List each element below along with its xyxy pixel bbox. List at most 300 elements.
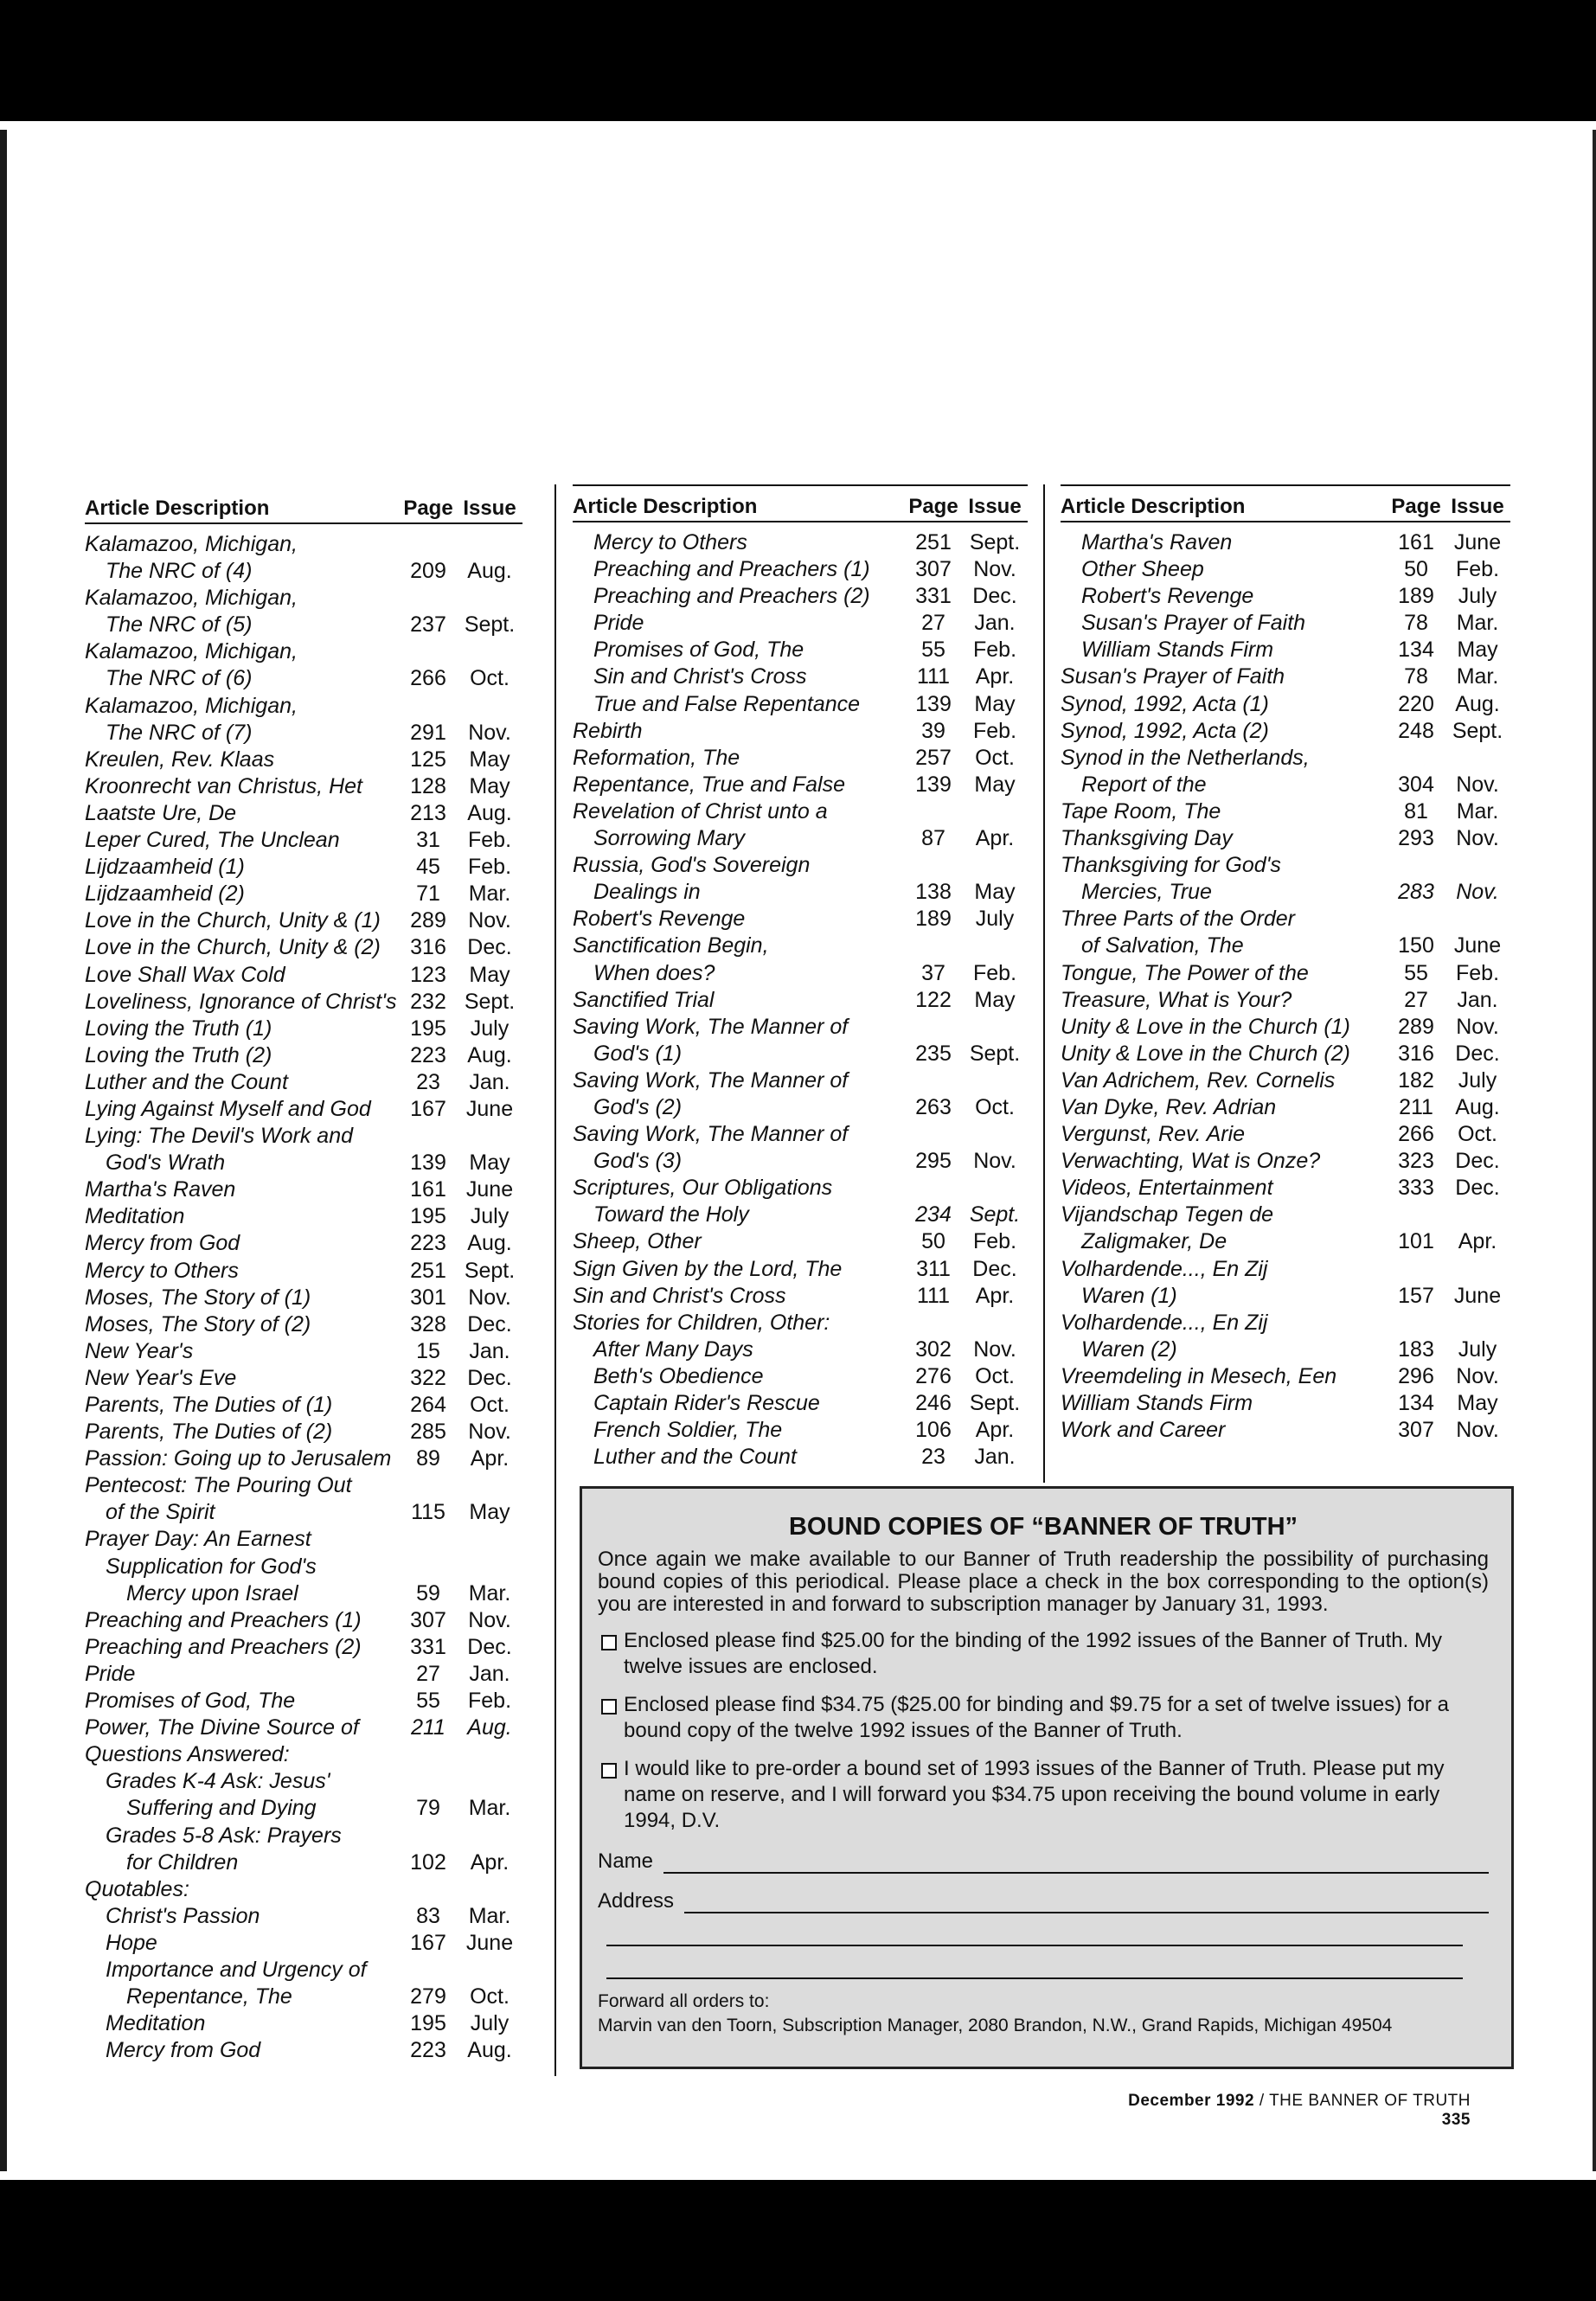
checkbox-option-3[interactable]: [601, 1763, 617, 1779]
entry-issue: [1445, 1202, 1510, 1228]
entry-issue: July: [1458, 1336, 1497, 1362]
entry-issue: Dec.: [467, 1365, 512, 1390]
entry-page: [400, 1823, 457, 1849]
entry-issue: Apr.: [470, 1849, 510, 1875]
entry-issue: [457, 1768, 522, 1795]
entry-page: 264: [410, 1393, 446, 1417]
entry-description: Sorrowing Mary: [593, 826, 746, 851]
entry-issue: Feb.: [467, 1689, 512, 1714]
index-entry: [1061, 1336, 1510, 1363]
index-entry: [85, 854, 522, 881]
index-entry: [85, 1069, 522, 1096]
entry-page: 289: [1398, 1014, 1434, 1039]
entry-page: 331: [410, 1634, 446, 1659]
entry-page: 37: [921, 960, 945, 985]
entry-issue: May: [974, 772, 1016, 797]
index-entry: [85, 800, 522, 827]
footer-date: December 1992: [1128, 2092, 1255, 2110]
entry-page: [400, 693, 457, 720]
index-entry: [85, 1554, 522, 1580]
entry-issue: June: [465, 1930, 514, 1955]
header-page: Page: [908, 495, 958, 518]
entry-description: Preaching and Preachers (1): [85, 1607, 362, 1632]
index-entry: [1061, 1041, 1510, 1067]
index-rows: [573, 529, 1028, 1471]
entry-issue: Mar.: [1456, 664, 1499, 689]
index-rows: [85, 531, 522, 2064]
entry-description: Moses, The Story of (2): [85, 1311, 311, 1336]
entry-issue: [1445, 1256, 1510, 1283]
entry-issue: Aug.: [467, 1715, 512, 1740]
entry-description: New Year's: [85, 1338, 194, 1363]
entry-page: 302: [915, 1336, 952, 1362]
index-entry: [85, 1688, 522, 1715]
entry-issue: May: [974, 880, 1016, 905]
entry-issue: Dec.: [1455, 1041, 1500, 1066]
index-entry: [85, 558, 522, 585]
entry-description: Saving Work, The Manner of: [573, 1067, 849, 1093]
index-entry: [1061, 1310, 1510, 1336]
entry-page: 115: [411, 1500, 445, 1525]
entry-description: Sign Given by the Lord, The: [573, 1256, 843, 1281]
index-entry: [573, 1336, 1028, 1363]
header-description: Article Description: [573, 495, 758, 518]
entry-page: 266: [410, 666, 446, 691]
entry-page: 209: [410, 559, 446, 584]
entry-issue: [457, 1957, 522, 1984]
entry-page: 182: [1398, 1067, 1434, 1093]
index-entry: [85, 1957, 522, 1984]
entry-description: William Stands Firm: [1081, 638, 1274, 663]
entry-issue: [457, 1823, 522, 1849]
entry-page: 23: [416, 1069, 440, 1094]
entry-page: [400, 1876, 457, 1903]
entry-issue: Nov.: [1456, 1363, 1499, 1388]
index-rows: [1061, 529, 1510, 1444]
entry-issue: Feb.: [972, 1229, 1017, 1254]
entry-description: Laatste Ure, De: [85, 800, 237, 825]
entry-page: 220: [1398, 691, 1434, 716]
entry-description: Kalamazoo, Michigan,: [85, 639, 298, 664]
entry-description: Leper Cured, The Unclean: [85, 828, 340, 853]
entry-issue: Apr.: [470, 1446, 510, 1471]
entry-description: Waren (1): [1081, 1283, 1177, 1308]
order-option-3: [598, 1756, 1489, 1834]
index-entry: [573, 1121, 1028, 1148]
entry-page: 45: [416, 855, 440, 880]
entry-issue: Aug.: [467, 559, 512, 584]
index-entry: [1061, 637, 1510, 663]
entry-issue: Nov.: [1456, 826, 1499, 851]
entry-description: Mercy from God: [106, 2038, 261, 2063]
index-entry: [573, 1363, 1028, 1390]
entry-description: Hope: [106, 1930, 157, 1955]
index-entry: [1061, 1417, 1510, 1444]
entry-issue: [962, 852, 1028, 879]
entry-description: Work and Career: [1061, 1418, 1226, 1443]
index-entry: [85, 1795, 522, 1822]
entry-description: Volhardende..., En Zij: [1061, 1256, 1268, 1281]
entry-issue: Nov.: [973, 1336, 1016, 1362]
entry-issue: Sept.: [464, 989, 516, 1014]
entry-page: 79: [416, 1796, 440, 1821]
index-entry: [573, 1228, 1028, 1255]
entry-description: Parents, The Duties of (1): [85, 1393, 333, 1417]
entry-issue: Sept.: [969, 1391, 1021, 1415]
entry-issue: Oct.: [470, 666, 510, 691]
footer-publication: THE BANNER OF TRUTH: [1269, 2092, 1471, 2110]
index-entry: [1061, 610, 1510, 637]
index-entry: [85, 1768, 522, 1795]
entry-page: 111: [916, 664, 950, 689]
entry-issue: Feb.: [972, 960, 1017, 985]
entry-description: Kalamazoo, Michigan,: [85, 693, 298, 718]
entry-description: Synod in the Netherlands,: [1061, 745, 1310, 770]
entry-issue: [962, 1310, 1028, 1336]
entry-page: 301: [410, 1285, 446, 1310]
index-entry: [1061, 1014, 1510, 1041]
index-entry: [85, 934, 522, 961]
index-entry: [573, 610, 1028, 637]
entry-issue: Jan.: [1457, 987, 1498, 1012]
index-entry: [1061, 745, 1510, 772]
entry-page: 27: [921, 611, 945, 636]
entry-description: Suffering and Dying: [126, 1796, 317, 1821]
footer-separator: /: [1254, 2092, 1270, 2110]
entry-description: When does?: [593, 960, 715, 985]
entry-page: 257: [915, 745, 952, 770]
entry-description: Robert's Revenge: [573, 907, 746, 932]
name-label: Name: [598, 1849, 654, 1873]
entry-description: Kreulen, Rev. Klaas: [85, 747, 275, 772]
index-entry: [573, 1067, 1028, 1094]
entry-issue: [962, 798, 1028, 825]
index-entry: [573, 1148, 1028, 1175]
entry-page: [905, 798, 962, 825]
index-entry: [85, 585, 522, 612]
entry-description: Supplication for God's: [106, 1554, 317, 1579]
entry-description: Report of the: [1081, 772, 1207, 797]
entry-issue: June: [1453, 1283, 1502, 1308]
entry-description: Sheep, Other: [573, 1229, 702, 1254]
index-entry: [85, 1499, 522, 1526]
entry-page: 307: [410, 1607, 446, 1632]
index-entry: [85, 1607, 522, 1634]
index-entry: [85, 881, 522, 907]
entry-page: 251: [410, 1258, 446, 1283]
index-entry: [85, 1365, 522, 1392]
entry-issue: Sept.: [969, 1041, 1021, 1066]
entry-issue: July: [1458, 584, 1497, 609]
entry-description: The NRC of (7): [106, 720, 253, 745]
entry-description: Stories for Children, Other:: [573, 1310, 830, 1335]
order-form-title: BOUND COPIES OF “BANNER OF TRUTH”: [788, 1513, 1298, 1541]
checkbox-option-1[interactable]: [601, 1635, 617, 1650]
entry-issue: Jan.: [974, 1445, 1016, 1470]
index-entry: [85, 1930, 522, 1957]
entry-description: Sin and Christ's Cross: [573, 1283, 786, 1308]
entry-page: 27: [416, 1661, 440, 1686]
index-entry: [85, 1419, 522, 1445]
entry-description: Loving the Truth (1): [85, 1016, 272, 1041]
index-entry: [1061, 772, 1510, 798]
entry-page: 223: [410, 2038, 446, 2063]
entry-page: 237: [410, 612, 446, 638]
address-line-2[interactable]: [606, 1913, 1463, 1946]
column-header: [573, 484, 1028, 522]
index-entry: [85, 1096, 522, 1123]
index-entry: [573, 960, 1028, 987]
entry-issue: Apr.: [975, 1283, 1015, 1308]
entry-description: Luther and the Count: [593, 1445, 797, 1470]
entry-page: 213: [410, 800, 446, 825]
entry-description: Mercy from God: [85, 1231, 240, 1256]
index-entry: [573, 906, 1028, 933]
scan-edge-left: [0, 130, 7, 2171]
entry-page: [1388, 906, 1445, 933]
entry-description: Love Shall Wax Cold: [85, 962, 285, 987]
entry-description: Preaching and Preachers (1): [593, 557, 870, 582]
entry-issue: May: [1457, 638, 1498, 663]
index-entry: [1061, 1363, 1510, 1390]
entry-issue: Aug.: [467, 800, 512, 825]
entry-page: 55: [921, 638, 945, 663]
entry-page: 134: [1398, 1391, 1434, 1415]
page-footer: [1125, 2092, 1471, 2130]
entry-description: Vergunst, Rev. Arie: [1061, 1122, 1246, 1147]
entry-issue: Mar.: [468, 881, 511, 907]
entry-issue: Apr.: [975, 826, 1015, 851]
forward-orders-label: Forward all orders to:: [598, 1991, 770, 2011]
order-option-2-text: Enclosed please find $34.75 ($25.00 for binding and $9.75 for a set of twelve issues) for a bound copy of the twelve 1992 issues of the Banner of Truth.: [624, 1693, 1449, 1742]
index-entry: [1061, 1175, 1510, 1202]
entry-description: Mercies, True: [1081, 880, 1212, 905]
entry-description: Kalamazoo, Michigan,: [85, 586, 298, 611]
entry-description: Pride: [85, 1661, 136, 1686]
entry-issue: Nov.: [1456, 1014, 1499, 1039]
entry-description: Thanksgiving Day: [1061, 826, 1233, 851]
name-input-line[interactable]: [663, 1855, 1489, 1874]
entry-page: 189: [915, 907, 952, 932]
entry-issue: Feb.: [1455, 960, 1500, 985]
index-entry: [85, 1311, 522, 1338]
entry-issue: Mar.: [468, 1796, 511, 1821]
entry-issue: Dec.: [1455, 1149, 1500, 1174]
index-entry: [1061, 879, 1510, 906]
index-entry: [85, 2010, 522, 2037]
entry-page: 59: [416, 1580, 440, 1606]
entry-issue: Aug.: [467, 1042, 512, 1067]
scan-border-bottom: [0, 2180, 1596, 2301]
column-divider: [554, 484, 556, 2076]
address-field: [598, 1889, 1489, 1913]
entry-page: 283: [1398, 880, 1434, 905]
entry-page: [905, 933, 962, 959]
entry-description: Mercy to Others: [85, 1258, 239, 1283]
entry-description: Russia, God's Sovereign: [573, 853, 811, 878]
entry-page: 183: [1398, 1336, 1434, 1362]
entry-issue: Aug.: [1455, 1094, 1500, 1119]
index-entry: [573, 933, 1028, 959]
entry-page: 289: [410, 908, 446, 933]
entry-description: French Soldier, The: [593, 1418, 783, 1443]
index-entry: [85, 1580, 522, 1607]
index-entry: [85, 1903, 522, 1930]
entry-issue: Nov.: [468, 720, 511, 745]
entry-page: 316: [410, 935, 446, 960]
entry-page: 138: [915, 880, 952, 905]
entry-issue: [457, 531, 522, 558]
entry-issue: Apr.: [975, 1418, 1015, 1443]
entry-page: 128: [410, 773, 446, 798]
entry-issue: July: [1458, 1067, 1497, 1093]
entry-page: 195: [410, 1204, 446, 1229]
entry-page: [400, 1957, 457, 1984]
entry-page: 296: [1398, 1363, 1434, 1388]
entry-page: 251: [915, 530, 952, 554]
entry-issue: Jan.: [469, 1338, 510, 1363]
entry-issue: Feb.: [1455, 557, 1500, 582]
entry-issue: [962, 1067, 1028, 1094]
address-input-line[interactable]: [684, 1894, 1489, 1913]
index-entry: [573, 1256, 1028, 1283]
entry-page: [400, 1741, 457, 1768]
entry-page: 307: [1398, 1418, 1434, 1443]
entry-description: Synod, 1992, Acta (2): [1061, 718, 1269, 743]
entry-issue: Nov.: [1456, 1418, 1499, 1443]
entry-description: Christ's Passion: [106, 1903, 260, 1928]
entry-page: 333: [1398, 1176, 1434, 1201]
entry-description: Preaching and Preachers (2): [593, 584, 870, 609]
entry-page: 211: [411, 1715, 445, 1740]
entry-page: 55: [416, 1689, 440, 1714]
entry-page: [905, 1067, 962, 1094]
index-entry: [1061, 960, 1510, 987]
footer-page-number: 335: [1441, 2111, 1471, 2129]
entry-page: 223: [410, 1042, 446, 1067]
index-entry: [85, 1472, 522, 1499]
entry-issue: Feb.: [972, 638, 1017, 663]
index-entry: [85, 1634, 522, 1661]
index-entry: [1061, 1067, 1510, 1094]
entry-issue: Feb.: [972, 718, 1017, 743]
entry-description: Martha's Raven: [85, 1177, 236, 1202]
entry-page: 161: [410, 1177, 446, 1202]
entry-description: Repentance, True and False: [573, 772, 846, 797]
column-header: [1061, 484, 1510, 522]
entry-issue: Oct.: [975, 1094, 1015, 1119]
entry-page: [400, 1554, 457, 1580]
checkbox-option-2[interactable]: [601, 1699, 617, 1715]
entry-issue: Jan.: [469, 1069, 510, 1094]
entry-issue: Nov.: [973, 557, 1016, 582]
entry-page: 234: [915, 1202, 952, 1227]
entry-issue: Dec.: [972, 1256, 1017, 1281]
entry-issue: Dec.: [467, 1634, 512, 1659]
entry-description: God's (3): [593, 1149, 683, 1174]
entry-description: Susan's Prayer of Faith: [1061, 664, 1285, 689]
entry-page: [400, 585, 457, 612]
entry-page: 125: [410, 747, 446, 772]
entry-description: Van Dyke, Rev. Adrian: [1061, 1094, 1277, 1119]
index-entry: [1061, 1202, 1510, 1228]
index-entry: [573, 691, 1028, 718]
entry-page: [400, 638, 457, 665]
entry-description: Three Parts of the Order: [1061, 907, 1295, 932]
entry-description: Meditation: [85, 1204, 185, 1229]
index-entry: [85, 693, 522, 720]
entry-issue: [962, 1175, 1028, 1202]
index-entry: [1061, 1228, 1510, 1255]
entry-description: Tape Room, The: [1061, 798, 1221, 824]
entry-issue: June: [465, 1096, 514, 1121]
entry-page: 291: [410, 720, 446, 745]
header-issue: Issue: [463, 497, 516, 520]
entry-page: 307: [915, 557, 952, 582]
entry-page: 134: [1398, 638, 1434, 663]
entry-page: 102: [410, 1849, 446, 1875]
entry-page: 139: [915, 691, 952, 716]
index-entry: [573, 1417, 1028, 1444]
index-entry: [85, 2037, 522, 2064]
index-entry: [1061, 718, 1510, 745]
entry-description: William Stands Firm: [1061, 1391, 1253, 1415]
entry-issue: [457, 1526, 522, 1553]
entry-description: Pride: [593, 611, 644, 636]
index-entry: [85, 1445, 522, 1472]
entry-page: 139: [410, 1150, 446, 1176]
entry-page: 122: [915, 987, 952, 1012]
entry-description: Preaching and Preachers (2): [85, 1634, 362, 1659]
address-line-3[interactable]: [606, 1946, 1463, 1979]
entry-issue: Sept.: [464, 612, 516, 638]
entry-page: 195: [410, 1016, 446, 1041]
index-entry: [85, 1230, 522, 1257]
index-entry: [573, 583, 1028, 610]
header-page: Page: [403, 497, 453, 520]
entry-description: Importance and Urgency of: [106, 1957, 367, 1982]
entry-description: Parents, The Duties of (2): [85, 1420, 333, 1445]
entry-issue: Nov.: [973, 1149, 1016, 1174]
entry-description: New Year's Eve: [85, 1365, 237, 1390]
entry-page: [905, 1175, 962, 1202]
entry-issue: Jan.: [974, 611, 1016, 636]
entry-issue: Oct.: [470, 1984, 510, 2009]
index-entry: [573, 1041, 1028, 1067]
entry-page: [400, 1526, 457, 1553]
entry-page: 266: [1398, 1122, 1434, 1147]
entry-issue: Feb.: [467, 828, 512, 853]
entry-description: God's (1): [593, 1041, 683, 1066]
entry-issue: [1445, 1310, 1510, 1336]
entry-description: Quotables:: [85, 1876, 189, 1901]
entry-issue: Jan.: [469, 1661, 510, 1686]
entry-issue: June: [1453, 530, 1502, 554]
index-entry: [573, 529, 1028, 556]
entry-page: 78: [1404, 611, 1428, 636]
entry-issue: July: [470, 1204, 510, 1229]
entry-page: 211: [1399, 1094, 1433, 1119]
entry-issue: Apr.: [1458, 1229, 1497, 1254]
entry-page: 161: [1398, 530, 1434, 554]
index-entry: [1061, 1148, 1510, 1175]
entry-issue: Aug.: [467, 2038, 512, 2063]
entry-issue: Mar.: [1456, 798, 1499, 824]
entry-issue: May: [974, 987, 1016, 1012]
index-entry: [85, 907, 522, 934]
entry-issue: [1445, 852, 1510, 879]
index-entry: [573, 745, 1028, 772]
